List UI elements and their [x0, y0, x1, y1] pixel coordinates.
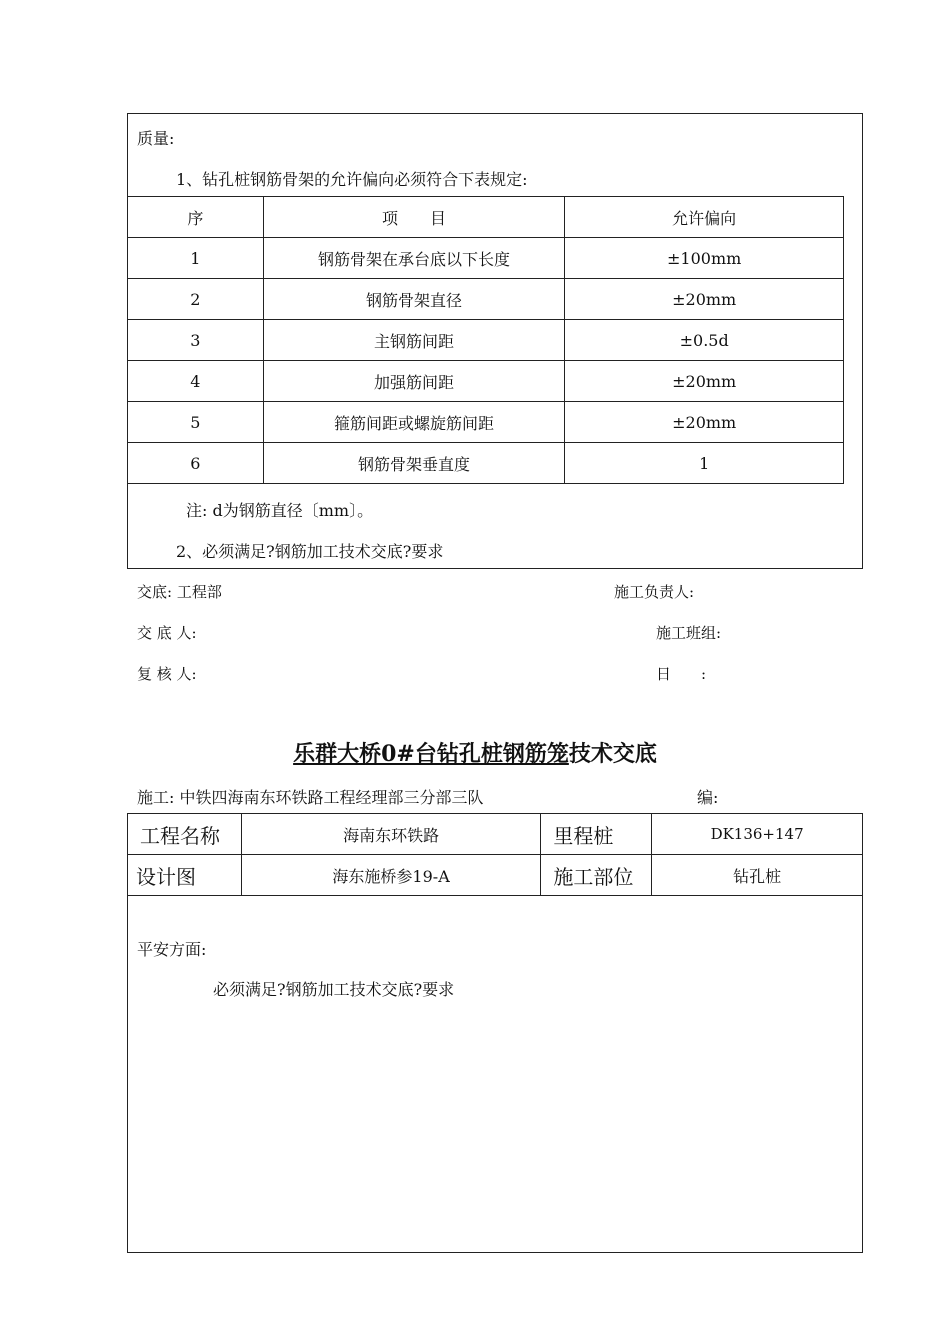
mileage-value: DK136+147: [652, 814, 863, 855]
table-row: [128, 443, 844, 484]
document-title-underlined: 乐群大桥0#台钻孔桩钢筋笼: [293, 741, 569, 767]
mileage-label: 里程桩: [541, 814, 652, 855]
quality-item-2: 2、必须满足?钢筋加工技术交底?要求: [176, 542, 444, 561]
row-tolerance: 1: [565, 443, 844, 484]
row-item: 钢筋骨架直径: [263, 279, 565, 320]
project-name-label: 工程名称: [128, 814, 242, 855]
construction-part-value: 钻孔桩: [652, 855, 863, 896]
table-row: [128, 320, 844, 361]
row-item: 钢筋骨架垂直度: [263, 443, 565, 484]
row-tolerance: ±20mm: [565, 361, 844, 402]
design-drawing-label: 设计图: [128, 855, 242, 896]
row-tolerance: ±20mm: [565, 279, 844, 320]
table-row: [128, 279, 844, 320]
safety-label: 平安方面:: [137, 940, 207, 959]
quality-item-1: 1、钻孔桩钢筋骨架的允许偏向必须符合下表规定:: [176, 170, 528, 189]
project-name-value: 海南东环铁路: [241, 814, 541, 855]
row-tolerance: ±0.5d: [565, 320, 844, 361]
row-no: 2: [128, 279, 264, 320]
row-tolerance: ±100mm: [565, 238, 844, 279]
quality-label: 质量:: [137, 129, 175, 148]
table-row: [128, 238, 844, 279]
row-no: 4: [128, 361, 264, 402]
row-item: 主钢筋间距: [263, 320, 565, 361]
row-no: 1: [128, 238, 264, 279]
handover-dept: 交底: 工程部: [137, 583, 222, 601]
construction-leader: 施工负责人:: [614, 583, 695, 601]
row-item: 加强筋间距: [263, 361, 565, 402]
table-row: [128, 361, 844, 402]
info-row: [128, 814, 863, 855]
row-no: 3: [128, 320, 264, 361]
info-row: [128, 855, 863, 896]
safety-text: 必须满足?钢筋加工技术交底?要求: [213, 980, 455, 999]
safety-section-box: [127, 895, 863, 1253]
row-item: 钢筋骨架在承台底以下长度: [263, 238, 565, 279]
document-title-rest: 技术交底: [568, 741, 657, 767]
handover-person: 交 底 人:: [137, 624, 197, 642]
document-title: [0, 737, 950, 768]
table-note: 注: d为钢筋直径〔mm〕。: [186, 501, 374, 520]
table-header-row: [128, 197, 844, 238]
col-header-item: 项 目: [263, 197, 565, 238]
row-item: 箍筋间距或螺旋筋间距: [263, 402, 565, 443]
reviewer: 复 核 人:: [137, 665, 197, 683]
date-label: 日 :: [656, 665, 707, 683]
design-drawing-value: 海东施桥参19-A: [241, 855, 541, 896]
row-tolerance: ±20mm: [565, 402, 844, 443]
table-row: [128, 402, 844, 443]
construction-part-label: 施工部位: [541, 855, 652, 896]
construction-unit: 施工: 中铁四海南东环铁路工程经理部三分部三队: [137, 788, 484, 807]
serial-label: 编:: [697, 788, 719, 807]
col-header-tolerance: 允许偏向: [565, 197, 844, 238]
col-header-no: 序: [128, 197, 264, 238]
tolerance-table: [127, 196, 844, 484]
row-no: 6: [128, 443, 264, 484]
row-no: 5: [128, 402, 264, 443]
construction-team: 施工班组:: [656, 624, 722, 642]
project-info-table: [127, 813, 863, 896]
